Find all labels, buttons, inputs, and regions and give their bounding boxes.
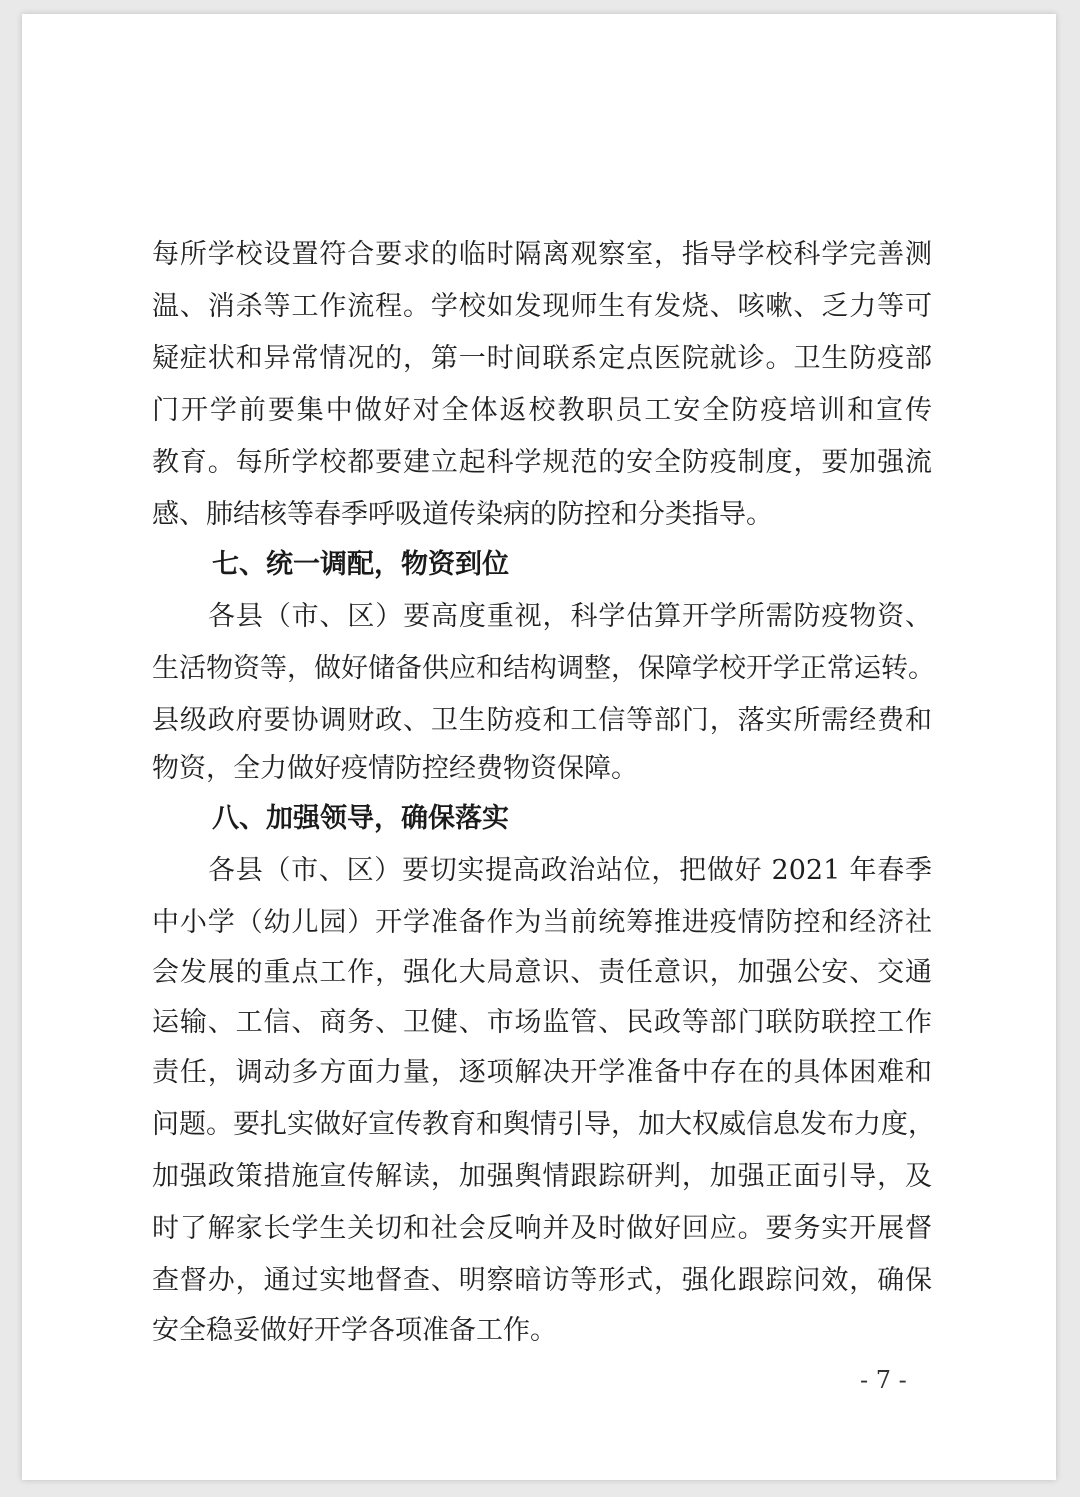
body-line: 运输、工信、商务、卫健、市场监管、民政等部门联防联控工作	[152, 1007, 932, 1038]
body-line: 各县（市、区）要切实提高政治站位，把做好 2021 年春季	[208, 855, 932, 886]
body-line: 加强政策措施宣传解读，加强舆情跟踪研判，加强正面引导，及	[152, 1161, 932, 1192]
body-line: 安全稳妥做好开学各项准备工作。	[152, 1315, 557, 1346]
body-line: 问题。要扎实做好宣传教育和舆情引导，加大权威信息发布力度，	[152, 1109, 935, 1140]
document-page	[22, 14, 1056, 1480]
section-heading-7: 七、统一调配，物资到位	[212, 549, 509, 580]
body-line: 疑症状和异常情况的，第一时间联系定点医院就诊。卫生防疫部	[152, 343, 932, 374]
body-line: 感、肺结核等春季呼吸道传染病的防控和分类指导。	[152, 499, 773, 530]
body-line: 每所学校设置符合要求的临时隔离观察室，指导学校科学完善测	[152, 239, 932, 270]
body-line: 县级政府要协调财政、卫生防疫和工信等部门，落实所需经费和	[152, 705, 932, 736]
body-line: 时了解家长学生关切和社会反响并及时做好回应。要务实开展督	[152, 1213, 932, 1244]
body-line: 生活物资等，做好储备供应和结构调整，保障学校开学正常运转。	[152, 653, 935, 684]
body-line: 查督办，通过实地督查、明察暗访等形式，强化跟踪问效，确保	[152, 1265, 932, 1296]
section-heading-8: 八、加强领导，确保落实	[212, 803, 509, 834]
body-line: 中小学（幼儿园）开学准备作为当前统筹推进疫情防控和经济社	[152, 907, 932, 938]
body-line: 责任，调动多方面力量，逐项解决开学准备中存在的具体困难和	[152, 1057, 932, 1088]
body-line: 教育。每所学校都要建立起科学规范的安全防疫制度，要加强流	[152, 447, 932, 478]
body-line: 温、消杀等工作流程。学校如发现师生有发烧、咳嗽、乏力等可	[152, 291, 932, 322]
body-line: 会发展的重点工作，强化大局意识、责任意识，加强公安、交通	[152, 957, 932, 988]
page-number: - 7 -	[860, 1366, 907, 1394]
body-line: 物资，全力做好疫情防控经费物资保障。	[152, 753, 638, 784]
body-line: 门开学前要集中做好对全体返校教职员工安全防疫培训和宣传	[152, 395, 932, 426]
body-line: 各县（市、区）要高度重视，科学估算开学所需防疫物资、	[208, 601, 932, 632]
